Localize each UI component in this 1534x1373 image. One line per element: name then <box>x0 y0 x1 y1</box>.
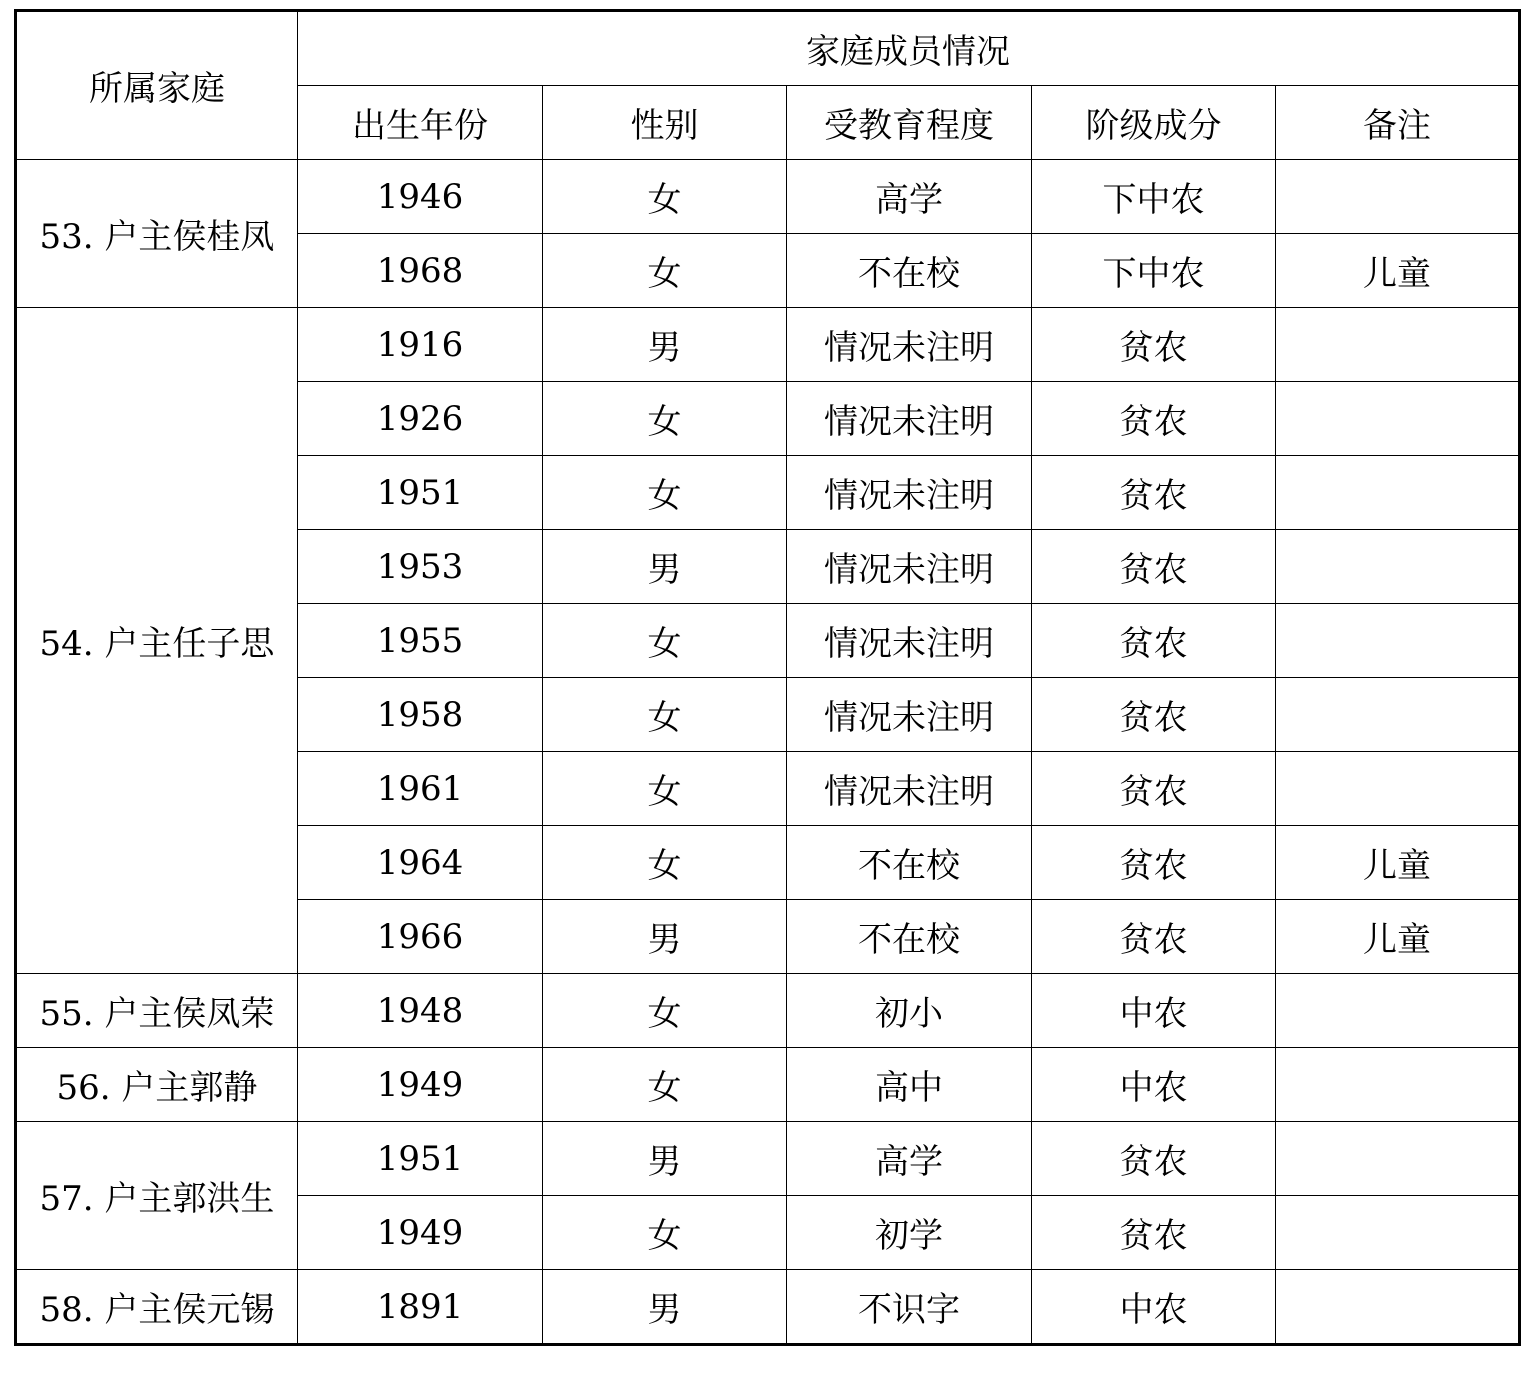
education-cell: 不识字 <box>787 1270 1032 1345</box>
education-cell: 不在校 <box>787 826 1032 900</box>
header-class-status: 阶级成分 <box>1032 86 1276 160</box>
education-cell: 情况未注明 <box>787 678 1032 752</box>
class-status-cell: 中农 <box>1032 974 1276 1048</box>
education-cell: 不在校 <box>787 234 1032 308</box>
notes-cell: 儿童 <box>1276 826 1520 900</box>
class-status-cell: 贫农 <box>1032 604 1276 678</box>
notes-cell <box>1276 456 1520 530</box>
table-row <box>16 160 1520 234</box>
class-status-cell: 贫农 <box>1032 900 1276 974</box>
household-members-table <box>14 9 1521 1346</box>
birth-year-cell: 1916 <box>298 308 543 382</box>
class-status-cell: 贫农 <box>1032 826 1276 900</box>
table-row <box>16 1270 1520 1345</box>
birth-year-cell: 1951 <box>298 456 543 530</box>
class-status-cell: 中农 <box>1032 1270 1276 1345</box>
notes-cell <box>1276 382 1520 456</box>
gender-cell: 男 <box>543 1122 787 1196</box>
household-cell: 54. 户主任子思 <box>16 308 298 974</box>
class-status-cell: 贫农 <box>1032 456 1276 530</box>
header-members-group: 家庭成员情况 <box>298 11 1520 86</box>
class-status-cell: 中农 <box>1032 1048 1276 1122</box>
notes-cell <box>1276 974 1520 1048</box>
class-status-cell: 下中农 <box>1032 234 1276 308</box>
birth-year-cell: 1964 <box>298 826 543 900</box>
class-status-cell: 贫农 <box>1032 530 1276 604</box>
gender-cell: 男 <box>543 1270 787 1345</box>
birth-year-cell: 1951 <box>298 1122 543 1196</box>
household-cell: 58. 户主侯元锡 <box>16 1270 298 1345</box>
education-cell: 情况未注明 <box>787 382 1032 456</box>
notes-cell <box>1276 308 1520 382</box>
birth-year-cell: 1966 <box>298 900 543 974</box>
gender-cell: 女 <box>543 1048 787 1122</box>
birth-year-cell: 1958 <box>298 678 543 752</box>
class-status-cell: 贫农 <box>1032 752 1276 826</box>
class-status-cell: 贫农 <box>1032 308 1276 382</box>
gender-cell: 男 <box>543 530 787 604</box>
notes-cell: 儿童 <box>1276 234 1520 308</box>
birth-year-cell: 1948 <box>298 974 543 1048</box>
birth-year-cell: 1949 <box>298 1048 543 1122</box>
birth-year-cell: 1968 <box>298 234 543 308</box>
table-row <box>16 1122 1520 1196</box>
gender-cell: 女 <box>543 752 787 826</box>
education-cell: 情况未注明 <box>787 530 1032 604</box>
class-status-cell: 贫农 <box>1032 1196 1276 1270</box>
notes-cell <box>1276 1270 1520 1345</box>
education-cell: 高学 <box>787 1122 1032 1196</box>
household-cell: 55. 户主侯凤荣 <box>16 974 298 1048</box>
notes-cell <box>1276 1048 1520 1122</box>
notes-cell <box>1276 1196 1520 1270</box>
class-status-cell: 贫农 <box>1032 678 1276 752</box>
birth-year-cell: 1891 <box>298 1270 543 1345</box>
header-education: 受教育程度 <box>787 86 1032 160</box>
table-row <box>16 974 1520 1048</box>
table-row <box>16 1048 1520 1122</box>
household-cell: 53. 户主侯桂凤 <box>16 160 298 308</box>
notes-cell <box>1276 530 1520 604</box>
class-status-cell: 贫农 <box>1032 382 1276 456</box>
gender-cell: 女 <box>543 456 787 530</box>
gender-cell: 女 <box>543 826 787 900</box>
education-cell: 情况未注明 <box>787 604 1032 678</box>
birth-year-cell: 1949 <box>298 1196 543 1270</box>
birth-year-cell: 1926 <box>298 382 543 456</box>
header-row-1 <box>16 11 1520 86</box>
gender-cell: 女 <box>543 604 787 678</box>
header-notes: 备注 <box>1276 86 1520 160</box>
gender-cell: 女 <box>543 234 787 308</box>
education-cell: 情况未注明 <box>787 752 1032 826</box>
class-status-cell: 下中农 <box>1032 160 1276 234</box>
class-status-cell: 贫农 <box>1032 1122 1276 1196</box>
education-cell: 情况未注明 <box>787 456 1032 530</box>
notes-cell <box>1276 1122 1520 1196</box>
header-gender: 性别 <box>543 86 787 160</box>
table-row <box>16 308 1520 382</box>
birth-year-cell: 1955 <box>298 604 543 678</box>
gender-cell: 男 <box>543 900 787 974</box>
notes-cell <box>1276 604 1520 678</box>
education-cell: 初小 <box>787 974 1032 1048</box>
birth-year-cell: 1946 <box>298 160 543 234</box>
gender-cell: 男 <box>543 308 787 382</box>
header-birth-year: 出生年份 <box>298 86 543 160</box>
notes-cell <box>1276 752 1520 826</box>
education-cell: 高学 <box>787 160 1032 234</box>
notes-cell: 儿童 <box>1276 900 1520 974</box>
gender-cell: 女 <box>543 160 787 234</box>
notes-cell <box>1276 160 1520 234</box>
notes-cell <box>1276 678 1520 752</box>
header-household: 所属家庭 <box>16 11 298 160</box>
birth-year-cell: 1961 <box>298 752 543 826</box>
household-cell: 56. 户主郭静 <box>16 1048 298 1122</box>
education-cell: 情况未注明 <box>787 308 1032 382</box>
gender-cell: 女 <box>543 382 787 456</box>
education-cell: 不在校 <box>787 900 1032 974</box>
gender-cell: 女 <box>543 678 787 752</box>
birth-year-cell: 1953 <box>298 530 543 604</box>
education-cell: 初学 <box>787 1196 1032 1270</box>
gender-cell: 女 <box>543 974 787 1048</box>
education-cell: 高中 <box>787 1048 1032 1122</box>
gender-cell: 女 <box>543 1196 787 1270</box>
household-cell: 57. 户主郭洪生 <box>16 1122 298 1270</box>
